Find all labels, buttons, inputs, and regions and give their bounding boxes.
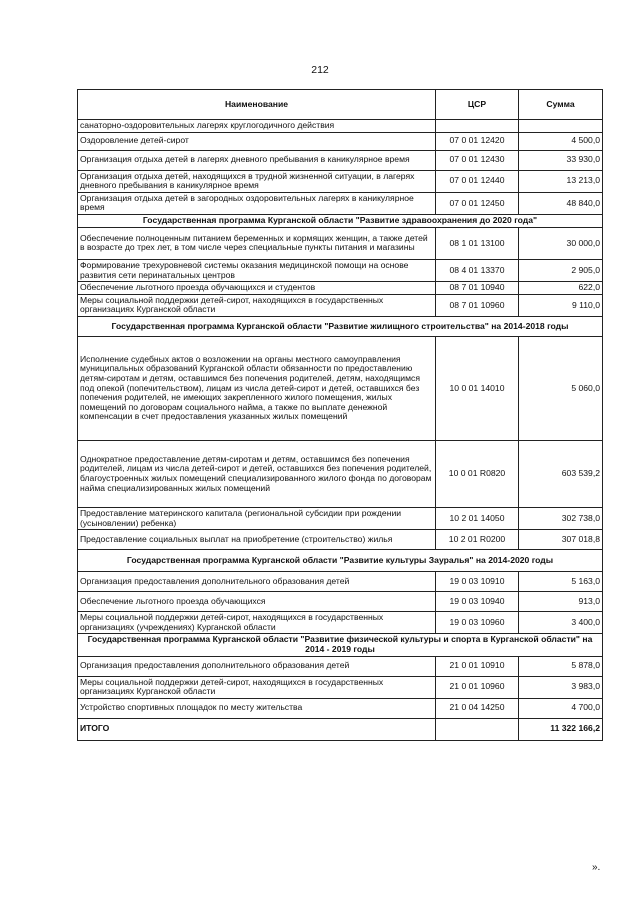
row-name-cell: Исполнение судебных актов о возложении на органы местного самоуправления муниципальных образований Курганской области обязанности по предоставлению детям-сиротам и детям, оставшимся без попечения родителей, детям, находящимся под опекой (попечительством), лицам из числа детей-сирот и детей, оставшихся без попечения родителей, не имеющих закрепленного жилого помещения, жилых помещений по договорам социального найма, а также по выплате денежной компенсации в счет предоставления указанных жилых помещений: [78, 336, 436, 440]
row-amount-cell: 4 700,0: [519, 698, 603, 718]
row-amount-cell: 302 738,0: [519, 507, 603, 529]
row-code-cell: 07 0 01 12450: [436, 192, 519, 214]
budget-table: [77, 89, 603, 741]
row-code-cell: 08 4 01 13370: [436, 259, 519, 281]
row-code-cell: 19 0 03 10940: [436, 592, 519, 612]
row-amount-cell: 13 213,0: [519, 170, 603, 192]
row-name-cell: Меры социальной поддержки детей-сирот, находящихся в государственных организациях Курганской области: [78, 676, 436, 698]
table-row: [78, 294, 603, 316]
column-header-code: ЦСР: [436, 90, 519, 120]
table-row: [78, 612, 603, 634]
page-number: 212: [311, 64, 329, 76]
section-title: Государственная программа Курганской области "Развитие культуры Зауралья" на 2014-2020 годы: [78, 550, 603, 572]
table-row: [78, 120, 603, 133]
row-amount-cell: 3 400,0: [519, 612, 603, 634]
row-amount-cell: [519, 120, 603, 133]
row-name-cell: Обеспечение льготного проезда обучающихся: [78, 592, 436, 612]
table-row: [78, 592, 603, 612]
row-code-cell: 10 2 01 R0200: [436, 530, 519, 550]
row-code-cell: 10 0 01 14010: [436, 336, 519, 440]
row-code-cell: 07 0 01 12420: [436, 132, 519, 150]
section-title: Государственная программа Курганской области "Развитие здравоохранения до 2020 года": [78, 214, 603, 227]
row-code-cell: 08 7 01 10960: [436, 294, 519, 316]
table-row: [78, 132, 603, 150]
column-header-amount: Сумма: [519, 90, 603, 120]
row-name-cell: Организация отдыха детей, находящихся в трудной жизненной ситуации, в лагерях дневного пребывания в каникулярное время: [78, 170, 436, 192]
row-code-cell: 10 2 01 14050: [436, 507, 519, 529]
row-name-cell: ИТОГО: [78, 718, 436, 740]
table-header-row: [78, 90, 603, 120]
section-title: Государственная программа Курганской области "Развитие физической культуры и спорта в Курганской области" на 2014 - 2019 годы: [78, 634, 603, 656]
table-row: [78, 259, 603, 281]
row-code-cell: [436, 120, 519, 133]
table-row: [78, 282, 603, 295]
section-title: Государственная программа Курганской области "Развитие жилищного строительства" на 2014-2018 годы: [78, 316, 603, 336]
row-code-cell: 21 0 01 10910: [436, 656, 519, 676]
row-name-cell: Организация отдыха детей в загородных оздоровительных лагерях в каникулярное время: [78, 192, 436, 214]
row-amount-cell: 603 539,2: [519, 440, 603, 507]
row-name-cell: Организация отдыха детей в лагерях дневного пребывания в каникулярное время: [78, 150, 436, 170]
table-row: [78, 227, 603, 259]
section-row: [78, 550, 603, 572]
row-code-cell: 19 0 03 10910: [436, 572, 519, 592]
table-row: [78, 440, 603, 507]
row-amount-cell: 5 878,0: [519, 656, 603, 676]
row-code-cell: 08 7 01 10940: [436, 282, 519, 295]
section-row: [78, 634, 603, 656]
row-name-cell: Меры социальной поддержки детей-сирот, находящихся в государственных организациях Курганской области: [78, 294, 436, 316]
table-row: [78, 507, 603, 529]
row-name-cell: Однократное предоставление детям-сиротам и детям, оставшимся без попечения родителей, лицам из числа детей-сирот и детей, оставшихся без попечения родителей, благоустроенных жилых помещений специализированного жилого фонда по договорам найма специализированных жилых помещений: [78, 440, 436, 507]
row-name-cell: Предоставление социальных выплат на приобретение (строительство) жилья: [78, 530, 436, 550]
row-amount-cell: 307 018,8: [519, 530, 603, 550]
row-code-cell: 21 0 01 10960: [436, 676, 519, 698]
table-row: [78, 336, 603, 440]
table-row: [78, 676, 603, 698]
row-amount-cell: 622,0: [519, 282, 603, 295]
row-name-cell: Устройство спортивных площадок по месту жительства: [78, 698, 436, 718]
row-name-cell: Меры социальной поддержки детей-сирот, находящихся в государственных организациях (учреждениях) Курганской области: [78, 612, 436, 634]
row-amount-cell: 30 000,0: [519, 227, 603, 259]
row-amount-cell: 11 322 166,2: [519, 718, 603, 740]
section-row: [78, 214, 603, 227]
section-row: [78, 316, 603, 336]
total-row: [78, 718, 603, 740]
row-amount-cell: 9 110,0: [519, 294, 603, 316]
row-code-cell: 21 0 04 14250: [436, 698, 519, 718]
closing-quote-mark: ».: [592, 862, 601, 873]
row-code-cell: 08 1 01 13100: [436, 227, 519, 259]
table-row: [78, 656, 603, 676]
column-header-name: Наименование: [78, 90, 436, 120]
row-amount-cell: 3 983,0: [519, 676, 603, 698]
table-row: [78, 192, 603, 214]
table-row: [78, 698, 603, 718]
row-name-cell: Формирование трехуровневой системы оказания медицинской помощи на основе развития сети перинатальных центров: [78, 259, 436, 281]
row-amount-cell: 4 500,0: [519, 132, 603, 150]
row-code-cell: 10 0 01 R0820: [436, 440, 519, 507]
table-body: [78, 120, 603, 741]
row-amount-cell: 913,0: [519, 592, 603, 612]
row-name-cell: Организация предоставления дополнительного образования детей: [78, 656, 436, 676]
row-name-cell: Предоставление материнского капитала (региональной субсидии при рождении (усыновлении) ребенка): [78, 507, 436, 529]
table-row: [78, 150, 603, 170]
row-name-cell: санаторно-оздоровительных лагерях круглогодичного действия: [78, 120, 436, 133]
row-code-cell: 19 0 03 10960: [436, 612, 519, 634]
row-name-cell: Обеспечение льготного проезда обучающихся и студентов: [78, 282, 436, 295]
row-name-cell: Обеспечение полноценным питанием беременных и кормящих женщин, а также детей в возрасте до трех лет, в том числе через специальные пункты питания и магазины: [78, 227, 436, 259]
row-amount-cell: 33 930,0: [519, 150, 603, 170]
row-name-cell: Организация предоставления дополнительного образования детей: [78, 572, 436, 592]
row-amount-cell: 48 840,0: [519, 192, 603, 214]
table-row: [78, 572, 603, 592]
row-code-cell: 07 0 01 12440: [436, 170, 519, 192]
table-row: [78, 170, 603, 192]
row-amount-cell: 2 905,0: [519, 259, 603, 281]
row-code-cell: [436, 718, 519, 740]
table-row: [78, 530, 603, 550]
row-amount-cell: 5 060,0: [519, 336, 603, 440]
row-code-cell: 07 0 01 12430: [436, 150, 519, 170]
row-amount-cell: 5 163,0: [519, 572, 603, 592]
row-name-cell: Оздоровление детей-сирот: [78, 132, 436, 150]
